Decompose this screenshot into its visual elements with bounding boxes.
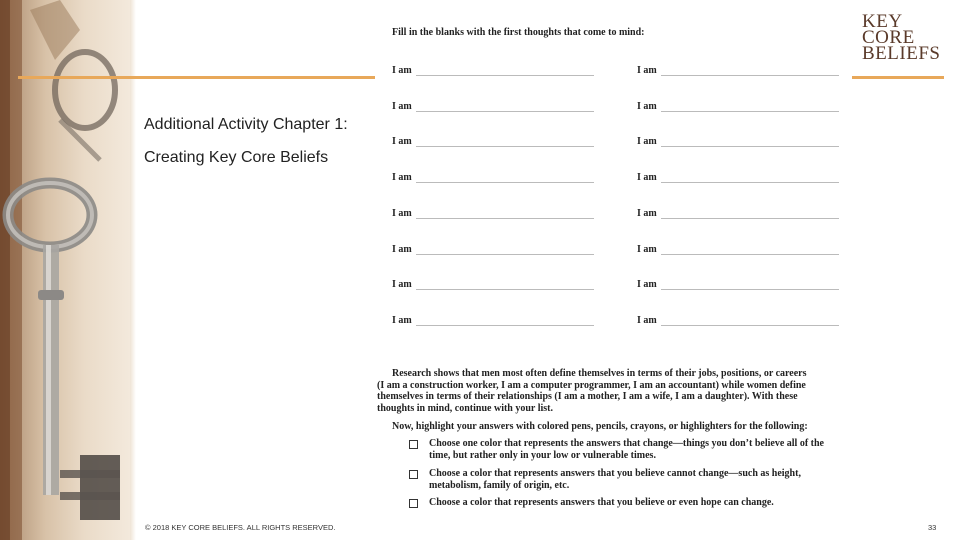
blank-field	[637, 62, 839, 76]
blank-prefix: I am	[392, 279, 412, 290]
accent-rule-left	[18, 76, 375, 79]
blank-row	[392, 133, 852, 147]
logo-line-1: KEY	[862, 11, 903, 32]
copyright-footer: © 2018 KEY CORE BELIEFS. ALL RIGHTS RESERVED.	[145, 523, 336, 532]
blank-prefix: I am	[637, 315, 657, 326]
blank-prefix: I am	[637, 279, 657, 290]
photo-edge	[130, 0, 136, 540]
blank-line	[416, 65, 594, 76]
highlight-instruction: Now, highlight your answers with colored pens, pencils, crayons, or highlighters for the following:	[392, 421, 808, 432]
choice-line: Choose a color that represents answers that you believe cannot change—such as height,	[429, 468, 801, 479]
worksheet-image	[375, 0, 855, 540]
blank-line	[661, 101, 839, 112]
blank-prefix: I am	[637, 172, 657, 183]
blank-prefix: I am	[637, 101, 657, 112]
slide-title-line-1: Additional Activity Chapter 1:	[144, 116, 348, 133]
blank-line	[661, 172, 839, 183]
accent-rule-right	[852, 76, 944, 79]
blank-line	[416, 208, 594, 219]
research-line: thoughts in mind, continue with your list.	[377, 402, 553, 414]
blank-prefix: I am	[392, 65, 412, 76]
blank-line	[661, 315, 839, 326]
blank-field	[637, 241, 839, 255]
blank-row	[392, 169, 852, 183]
checkbox-icon	[409, 499, 418, 508]
blank-line	[416, 279, 594, 290]
worksheet-instruction: Fill in the blanks with the first thoughts that come to mind:	[392, 27, 645, 38]
blank-prefix: I am	[392, 244, 412, 255]
checkbox-icon	[409, 440, 418, 449]
blank-line	[416, 172, 594, 183]
blank-prefix: I am	[392, 136, 412, 147]
blank-row	[392, 62, 852, 76]
research-paragraph	[377, 368, 847, 414]
blank-field	[392, 62, 594, 76]
blank-line	[661, 244, 839, 255]
blank-row	[392, 241, 852, 255]
antique-key-image	[0, 0, 130, 540]
blank-field	[637, 169, 839, 183]
logo-line-2: CORE	[862, 27, 915, 48]
blank-prefix: I am	[637, 65, 657, 76]
choice-item	[409, 497, 774, 509]
blank-row	[392, 276, 852, 290]
blank-prefix: I am	[392, 315, 412, 326]
blank-field	[392, 241, 594, 255]
blank-line	[416, 315, 594, 326]
blank-prefix: I am	[392, 208, 412, 219]
blank-field	[392, 169, 594, 183]
page-number: 33	[928, 523, 937, 532]
blank-field	[637, 98, 839, 112]
blank-field	[392, 312, 594, 326]
blank-field	[637, 276, 839, 290]
blank-row	[392, 205, 852, 219]
blank-line	[661, 65, 839, 76]
blank-field	[392, 98, 594, 112]
choice-line: time, but rather only in your low or vulnerable times.	[429, 449, 656, 461]
blank-prefix: I am	[637, 244, 657, 255]
blank-prefix: I am	[637, 208, 657, 219]
slide-title	[144, 108, 379, 174]
blank-line	[416, 136, 594, 147]
blank-field	[637, 205, 839, 219]
blank-field	[637, 133, 839, 147]
slide-title-line-2: Creating Key Core Beliefs	[144, 149, 329, 166]
blank-row	[392, 98, 852, 112]
blank-field	[392, 276, 594, 290]
blank-field	[392, 205, 594, 219]
key-photo	[0, 0, 130, 540]
blank-field	[637, 312, 839, 326]
checkbox-icon	[409, 470, 418, 479]
research-line: (I am a construction worker, I am a computer programmer, I am an accountant) while women define	[377, 379, 806, 391]
choice-item	[409, 438, 824, 461]
blank-line	[416, 101, 594, 112]
blank-line	[661, 136, 839, 147]
blank-prefix: I am	[637, 136, 657, 147]
research-line: Research shows that men most often define themselves in terms of their jobs, positions, or careers	[392, 368, 807, 379]
blank-prefix: I am	[392, 172, 412, 183]
choice-line: Choose a color that represents answers that you believe or even hope can change.	[429, 497, 774, 508]
blank-line	[416, 244, 594, 255]
research-line: themselves in terms of their relationships (I am a mother, I am a wife, I am a daughter). With these	[377, 391, 798, 403]
logo-line-3: BELIEFS	[862, 43, 941, 64]
blank-line	[661, 279, 839, 290]
blank-prefix: I am	[392, 101, 412, 112]
blank-row	[392, 312, 852, 326]
choice-item	[409, 468, 801, 491]
choice-line: metabolism, family of origin, etc.	[429, 479, 570, 491]
blank-line	[661, 208, 839, 219]
blank-field	[392, 133, 594, 147]
choice-line: Choose one color that represents the answers that change—things you don’t believe all of the	[429, 438, 824, 449]
brand-logo	[862, 11, 941, 64]
